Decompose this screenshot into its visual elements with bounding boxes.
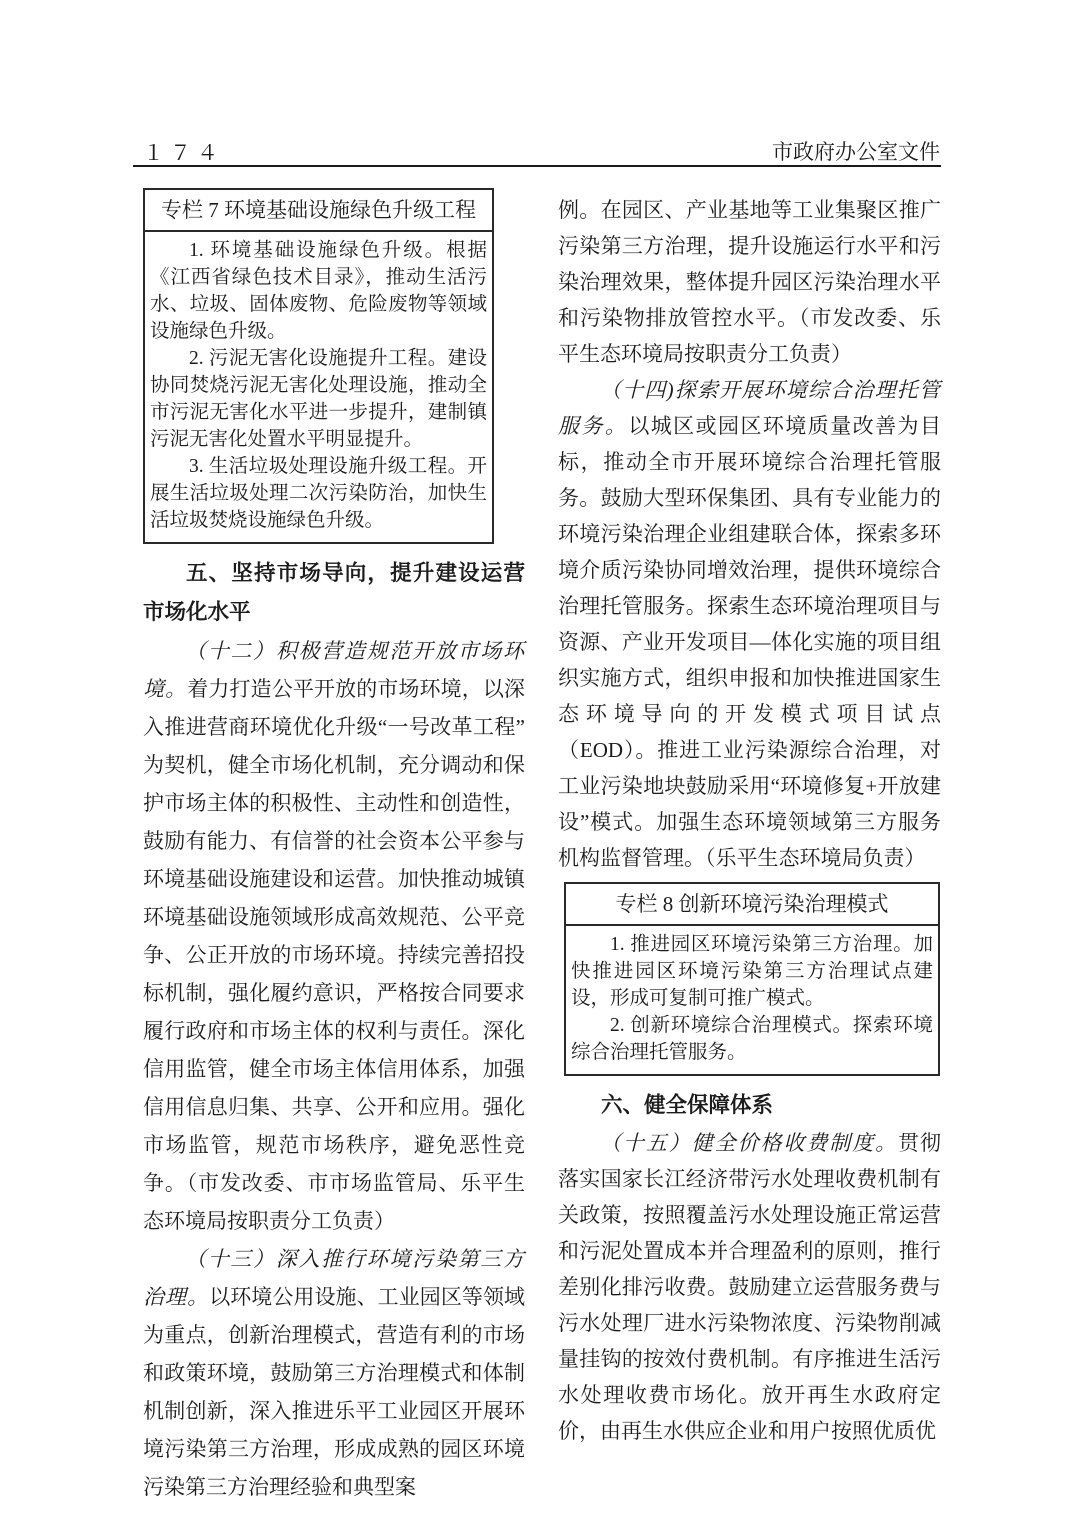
box8-title: 专栏 8 创新环境污染治理模式	[566, 884, 938, 926]
paragraph-15-lead: （十五）健全价格收费制度。	[600, 1131, 899, 1155]
box7-body	[145, 232, 492, 542]
left-column	[143, 188, 525, 1506]
paragraph-13	[143, 1240, 525, 1506]
box7-item: 1. 环境基础设施绿色升级。根据《江西省绿色技术目录》，推动生活污水、垃圾、固体废物、危险废物等领域设施绿色升级。	[150, 240, 487, 342]
paragraph-15-text: 贯彻落实国家长江经济带污水处理收费机制有关政策，按照覆盖污水处理设施正常运营和污泥处置成本并合理盈利的原则，推行差别化排污收费。鼓励建立运营服务费与污水处理厂进水污染物浓度、污染物削减量挂钩的按效付费机制。有序推进生活污水处理收费市场化。放开再生水政府定价，由再生水供应企业和用户按照优质优	[558, 1131, 942, 1443]
box7-title: 专栏 7 环境基础设施绿色升级工程	[145, 190, 492, 232]
document-header-label: 市政府办公室文件	[772, 140, 940, 164]
paragraph-12-lead: （十二）积极营造规范开放市场环境。	[143, 639, 525, 701]
paragraph-14	[558, 372, 941, 876]
callout-box-7	[143, 188, 494, 544]
paragraph-12-text: 着力打造公平开放的市场环境，以深入推进营商环境优化升级“一号改革工程”为契机，健全市场化机制，充分调动和保护市场主体的积极性、主动性和创造性，鼓励有能力、有信誉的社会资本公平参与环境基础设施建设和运营。加快推动城镇环境基础设施领域形成高效规范、公平竞争、公正开放的市场环境。持续完善招投标机制，强化履约意识，严格按合同要求履行政府和市场主体的权利与责任。深化信用监管，健全市场主体信用体系，加强信用信息归集、共享、公开和应用。强化市场监管，规范市场秩序，避免恶性竞争。（市发改委、市市场监管局、乐平生态环境局按职责分工负责）	[143, 677, 526, 1233]
section-6-heading: 六、健全保障体系	[601, 1093, 774, 1117]
box8-item: 1. 推进园区环境污染第三方治理。加快推进园区环境污染第三方治理试点建设，形成可复制可推广模式。	[571, 934, 933, 1009]
header-divider	[133, 165, 941, 167]
page-number: １７４	[143, 141, 224, 165]
box8-body	[566, 926, 938, 1074]
paragraph-14-text: 以城区或园区环境质量改善为目标，推动全市开展环境综合治理托管服务。鼓励大型环保集团、具有专业能力的环境污染治理企业组建联合体，探索多环境介质污染协同增效治理，提供环境综合治理托管服务。探索生态环境治理项目与资源、产业开发项目—体化实施的项目组织实施方式，组织申报和加快推进国家生态环境导向的开发模式项目试点（EOD）。推进工业污染源综合治理，对工业污染地块鼓励采用“环境修复+开放建设”模式。加强生态环境领域第三方服务机构监督管理。（乐平生态环境局负责）	[558, 414, 941, 870]
box7-item: 3. 生活垃圾处理设施升级工程。开展生活垃圾处理二次污染防治，加快生活垃圾焚烧设施绿色升级。	[150, 456, 487, 531]
paragraph-15	[558, 1125, 941, 1449]
paragraph-13-text: 以环境公用设施、工业园区等领域为重点，创新治理模式，营造有利的市场和政策环境，鼓励第三方治理模式和体制机制创新，深入推进乐平工业园区开展环境污染第三方治理，形成成熟的园区环境污染第三方治理经验和典型案	[143, 1285, 526, 1499]
paragraph-12	[143, 632, 525, 1240]
box8-item: 2. 创新环境综合治理模式。探索环境综合治理托管服务。	[571, 1015, 933, 1063]
right-column	[558, 192, 941, 1449]
box7-item: 2. 污泥无害化设施提升工程。建设协同焚烧污泥无害化处理设施，推动全市污泥无害化水平进一步提升，建制镇污泥无害化处置水平明显提升。	[150, 348, 487, 450]
section-5-heading: 五、坚持市场导向，提升建设运营市场化水平	[143, 561, 525, 624]
paragraph-14-lead: （十四)探索开展环境综合治理托管服务。	[558, 378, 941, 438]
callout-box-8	[564, 882, 940, 1076]
paragraph-13-lead: （十三）深入推行环境污染第三方治理。	[143, 1247, 525, 1309]
paragraph-13-continuation: 例。在园区、产业基地等工业集聚区推广污染第三方治理，提升设施运行水平和污染治理效果，整体提升园区污染治理水平和污染物排放管控水平。（市发改委、乐平生态环境局按职责分工负责）	[558, 198, 941, 366]
